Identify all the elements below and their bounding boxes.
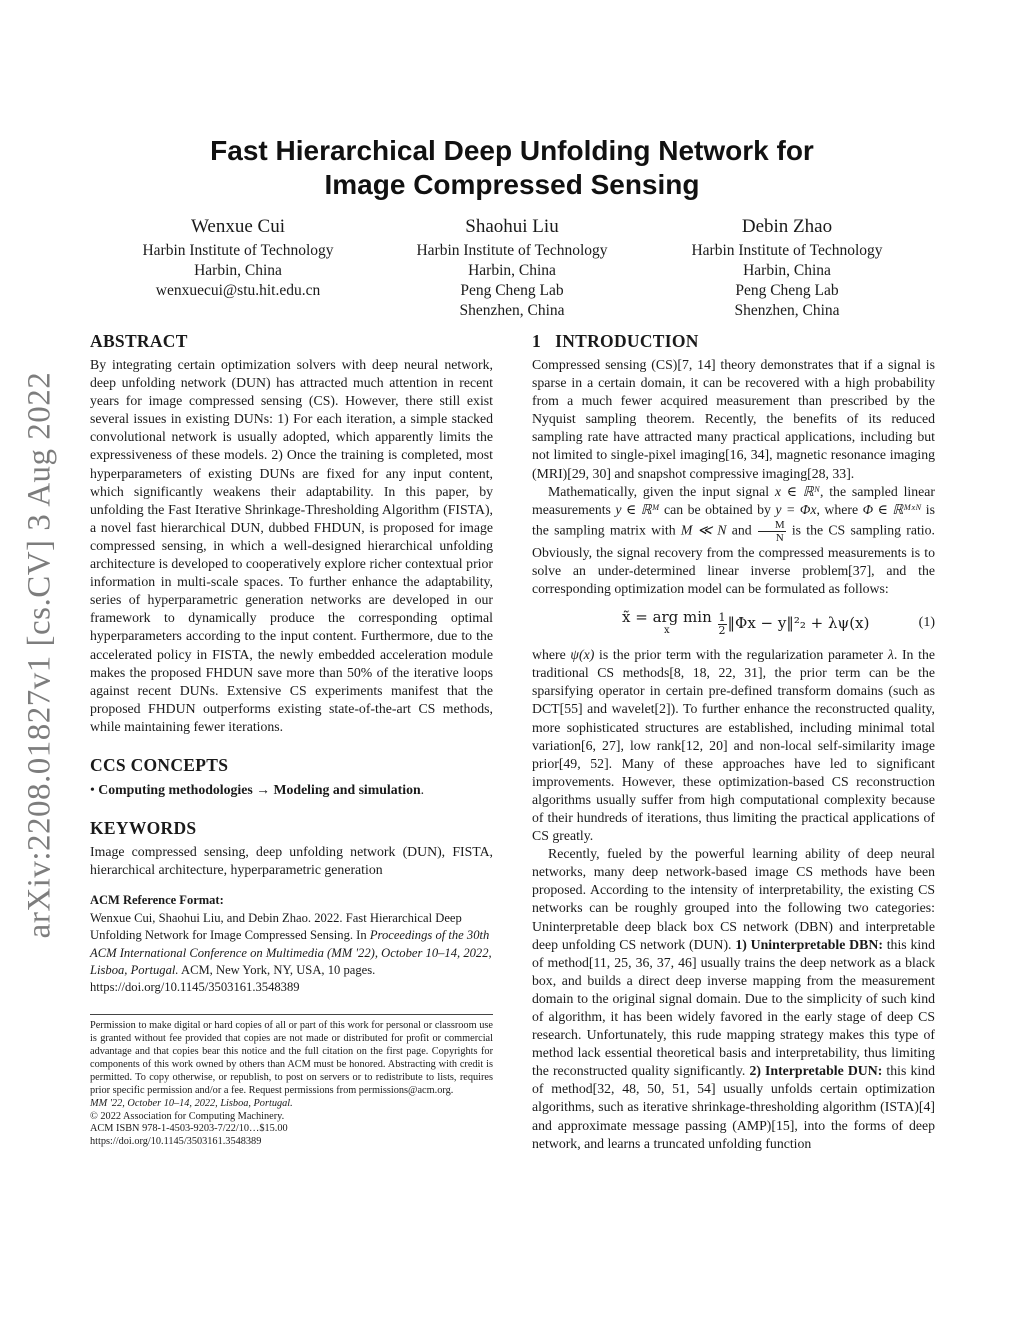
paper-title: [150, 134, 874, 202]
author-1: [108, 214, 368, 301]
author-affiliation: Harbin Institute of Technology: [416, 242, 608, 259]
left-column: [90, 330, 493, 1149]
author-name: Wenxue Cui: [191, 216, 285, 237]
author-email: wenxuecui@stu.hit.edu.cn: [155, 282, 321, 299]
keywords-heading: KEYWORDS: [90, 817, 197, 838]
ccs-concept: • Computing methodologies → Modeling and simulation.: [90, 781, 425, 797]
title-line-2: Image Compressed Sensing: [324, 169, 700, 200]
copyright-line: © 2022 Association for Computing Machinery.: [90, 1110, 285, 1122]
footnote-rule: [90, 1014, 493, 1015]
arxiv-side-label: arXiv:2208.01827v1 [cs.CV] 3 Aug 2022: [21, 371, 58, 939]
intro-paragraph-3: where ψ(x) is the prior term with the regularization parameter λ. In the traditional CS methods[8, 18, 22, 31], the prior term can be the sparsifying operator in certain pre-defined transform domains (such as DCT[55] and wavelet[2]). To further enhance the reconstructed quality, more sophisticated structures are established, including minimal total variation[6, 27], low rank[12, 20] and non-local self-similarity image prior[49, 52]. Many of these approaches have led to significant improvements. However, these optimization-based CS reconstruction algorithms usually suffer from high computational complexity because of their hundreds of iterations, thus limiting the practical applications of CS greatly.: [532, 647, 935, 844]
abstract-text: By integrating certain optimization solvers with deep neural network, deep unfolding network (DUN) has attracted much attention in recent years for image compressed sensing (CS). However, there still exist several issues in existing DUNs: 1) For each iteration, a simple stacked convolutional network is usually adopted, which apparently limits the expressiveness of these models. 2) Once the training is completed, most hyperparameters of existing DUNs are fixed for any input content, which significantly weakens their adaptability. In this paper, by unfolding the Fast Iterative Shrinkage-Thresholding Algorithm (FISTA), a novel fast hierarchical DUN, dubbed FHDUN, is proposed for image compressed sensing, in which a well-designed hierarchical unfolding architecture is developed to cooperatively explore richer contextual prior information in multi-scale spaces. To further enhance the adaptability, series of hyperparametric generation networks are developed in our framework to dynamically produce the corresponding optimal hyperparameters according to the input content. Furthermore, due to the accelerated policy in FISTA, the newly embedded acceleration module makes the proposed FHDUN save more than 50% of the iterative loops against recent DUNs. Extensive CS experiments manifest that the proposed FHDUN outperforms existing state-of-the-art CS methods, while maintaining fewer iterations.: [90, 357, 493, 734]
equation-1: [532, 602, 935, 644]
author-location: Harbin, China: [194, 262, 282, 279]
isbn-line: ACM ISBN 978-1-4503-9203-7/22/10…$15.00: [90, 1123, 288, 1135]
author-location-2: Shenzhen, China: [459, 302, 565, 319]
permission-notice: Permission to make digital or hard copies of all or part of this work for personal or classroom use is granted without fee provided that copies are not made or distributed for profit or commercial advantage and that copies bear this notice and the full citation on the first page. Copyrights for components of this work owned by others than ACM must be honored. Abstracting with credit is permitted. To copy otherwise, or republish, to post on servers or to redistribute to lists, requires prior specific permission and/or a fee. Request permissions from permissions@acm.org.: [90, 1020, 493, 1096]
introduction-heading: 1 INTRODUCTION: [532, 331, 699, 351]
acm-reference-venue: Proceedings of the 30th ACM International Conference on Multimedia (MM '22), October 10–14, 2022, Lisboa, Portugal.: [90, 928, 492, 977]
author-name: Shaohui Liu: [465, 216, 559, 237]
intro-paragraph-2: Mathematically, given the input signal x ∈ ℝᴺ, the sampled linear measurements y ∈ ℝᴹ can be obtained by y = Φx, where Φ ∈ ℝᴹˣᴺ is the sampling matrix with M ≪ N and $\frac{M}{N}$ is the CS sampling ratio. Obviously, the signal recovery from the compressed measurements is to solve an under-determined linear inverse problem[37], and the corresponding optimization model can be formulated as follows:: [532, 483, 935, 597]
ccs-heading: CCS CONCEPTS: [90, 754, 229, 775]
ccs-concept-secondary: Modeling and simulation: [273, 781, 421, 797]
equation-number: (1): [918, 615, 935, 631]
abstract-heading: ABSTRACT: [90, 331, 188, 351]
author-name: Debin Zhao: [741, 216, 833, 237]
ccs-concept-primary: Computing methodologies: [98, 781, 253, 797]
author-location: Harbin, China: [468, 262, 556, 279]
doi-link[interactable]: https://doi.org/10.1145/3503161.3548389: [90, 1136, 262, 1148]
author-location: Harbin, China: [743, 262, 831, 279]
acm-reference-text: Wenxue Cui, Shaohui Liu, and Debin Zhao. 2022. Fast Hierarchical Deep Unfolding Network for Image Compressed Sensing. In Proceedings of the 30th ACM International Conference on Multimedia (MM '22), October 10–14, 2022, Lisboa, Portugal. ACM, New York, NY, USA, 10 pages. https://doi.org/10.1145/3503161.3548389: [90, 911, 492, 994]
author-affiliation-2: Peng Cheng Lab: [460, 282, 564, 299]
acm-reference-label: ACM Reference Format:: [90, 893, 224, 908]
intro-paragraph-1: Compressed sensing (CS)[7, 14] theory demonstrates that if a signal is sparse in a certain domain, it can be recovered with a high probability from a much fewer acquired measurement than prescribed by the Nyquist sampling theorem. Recently, the benefits of its reduced sampling rate have attracted many practical applications, including but not limited to single-pixel imaging[16, 34], magnetic resonance imaging (MRI)[29, 30] and snapshot compressive imaging[28, 33].: [532, 357, 935, 481]
keywords-text: Image compressed sensing, deep unfolding network (DUN), FISTA, hierarchical architecture, hyperparametric generation: [90, 843, 493, 878]
title-line-1: Fast Hierarchical Deep Unfolding Network for: [210, 135, 814, 166]
author-affiliation-2: Peng Cheng Lab: [735, 282, 839, 299]
author-affiliation: Harbin Institute of Technology: [142, 242, 334, 259]
author-2: [382, 214, 642, 321]
right-column: [532, 330, 935, 1153]
equation-body: x̃ = arg min x $\frac{1}{2}$ ‖Φx − y‖²₂ + λψ(x): [622, 608, 870, 637]
sampling-ratio-fraction: $\frac{M}{N}$: [758, 519, 786, 544]
conference-line: MM '22, October 10–14, 2022, Lisboa, Portugal.: [90, 1097, 293, 1109]
author-location-2: Shenzhen, China: [734, 302, 840, 319]
intro-paragraph-4: Recently, fueled by the powerful learning ability of deep neural networks, many deep network-based image CS methods have been proposed. According to the intensity of interpretability, the existing CS networks can be roughly grouped into the following two categories: Uninterpretable deep black box CS network (DBN) and interpretable deep unfolding CS network (DUN). 1) Uninterpretable DBN: this kind of method[11, 25, 36, 37, 46] usually trains the deep network as a black box, and builds a direct deep inverse mapping from the measurement domain to the original signal domain. Due to the simplicity of such kind of algorithm, it has been widely favored in the early stage of deep CS research. Unfortunately, this rude mapping strategy makes this type of method lack essential theoretical basis and interpretability, thus limiting the reconstructed quality significantly. 2) Interpretable DUN: this kind of method[32, 48, 50, 51, 54] usually unfolds certain optimization algorithms, such as iterative shrinkage-thresholding algorithm (ISTA)[4] and approximate message passing (AMP)[15], into the forms of deep network, and learns a truncated unfolding function: [532, 846, 935, 1151]
author-affiliation: Harbin Institute of Technology: [691, 242, 883, 259]
author-3: [657, 214, 917, 321]
